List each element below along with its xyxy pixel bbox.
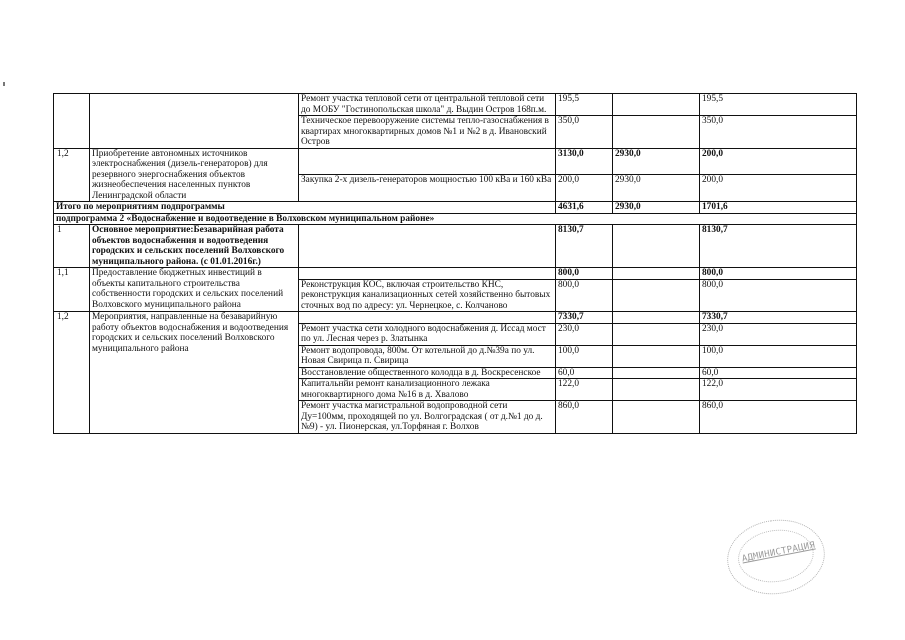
federal-cell — [613, 379, 700, 401]
row-number-cell — [54, 94, 90, 149]
total-cell: 860,0 — [556, 401, 613, 434]
total-cell: 122,0 — [556, 379, 613, 401]
activity-cell: Капитальнйи ремонт канализационного лежака многоквартирного дома №16 в д. Хвалово — [299, 379, 556, 401]
federal-cell — [613, 94, 700, 116]
measure-name-cell: Приобретение автономных источников электроснабжения (дизель-генераторов) для резервного энергоснабжения объектов жизнеобеспечения населенных пунктов Ленинградской области — [90, 148, 299, 202]
measure-name-cell — [90, 94, 299, 149]
federal-cell: 2930,0 — [613, 202, 700, 214]
total-cell: 350,0 — [556, 116, 613, 149]
local-cell: 350,0 — [700, 116, 857, 149]
table-row — [54, 94, 857, 116]
total-cell: 7330,7 — [556, 312, 613, 324]
activity-cell — [299, 312, 556, 324]
activity-cell: Закупка 2-х дизель-генераторов мощностью 100 кВа и 160 кВа — [299, 175, 556, 202]
measure-name-cell: Основное мероприятие:Безаварийная работа объектов водоснабжения и водоотведения городских и сельских поселений Волховского муниципального района. (с 01.01.2016г.) — [90, 225, 299, 268]
federal-cell — [613, 116, 700, 149]
activity-cell: Реконструкция КОС, включая строительство КНС, реконструкция канализационных сетей хозяйственно бытовых сточных вод по адресу: ул. Чернецкое, с. Колчаново — [299, 279, 556, 312]
activity-cell: Ремонт участка сети холодного водоснабжения д. Иссад мост по ул. Лесная через р. Златынка — [299, 323, 556, 345]
table-row — [54, 148, 857, 175]
federal-cell — [613, 225, 700, 268]
total-cell: 200,0 — [556, 175, 613, 202]
total-cell: 8130,7 — [556, 225, 613, 268]
local-cell: 1701,6 — [700, 202, 857, 214]
federal-cell — [613, 367, 700, 379]
subprogram-heading: подпрограмма 2 «Водоснабжение и водоотведение в Волховском муниципальном районе» — [54, 213, 857, 225]
federal-cell: 2930,0 — [613, 148, 700, 175]
activity-cell — [299, 225, 556, 268]
local-cell: 200,0 — [700, 148, 857, 175]
total-cell: 800,0 — [556, 279, 613, 312]
official-seal — [722, 514, 829, 601]
total-cell: 100,0 — [556, 345, 613, 367]
local-cell: 860,0 — [700, 401, 857, 434]
local-cell: 195,5 — [700, 94, 857, 116]
local-cell: 200,0 — [700, 175, 857, 202]
federal-cell — [613, 312, 700, 324]
local-cell: 122,0 — [700, 379, 857, 401]
subtotal-label: Итого по мероприятиям подпрограммы — [54, 202, 556, 214]
total-cell: 3130,0 — [556, 148, 613, 175]
federal-cell — [613, 279, 700, 312]
federal-cell — [613, 401, 700, 434]
total-cell: 195,5 — [556, 94, 613, 116]
federal-cell: 2930,0 — [613, 175, 700, 202]
federal-cell — [613, 268, 700, 280]
row-number-cell: 1,1 — [54, 268, 90, 312]
program-table — [53, 93, 857, 434]
activity-cell — [299, 268, 556, 280]
total-cell: 230,0 — [556, 323, 613, 345]
local-cell: 60,0 — [700, 367, 857, 379]
activity-cell: Ремонт участка тепловой сети от центральной тепловой сети до МОБУ "Гостинопольская школа" д. Выдин Остров 168п.м. — [299, 94, 556, 116]
activity-cell — [299, 148, 556, 175]
measure-name-cell: Предоставление бюджетных инвестиций в объекты капитального строительства собственности городских и сельских поселений Волховского муниципального района — [90, 268, 299, 312]
row-number-cell: 1,2 — [54, 148, 90, 202]
seal-text: АДМИНИСТРАЦИЯ — [741, 540, 817, 565]
table-row — [54, 213, 857, 225]
total-cell: 60,0 — [556, 367, 613, 379]
measure-name-cell: Мероприятия, направленные на безаварийную работу объектов водоснабжения и водоотведения городских и сельских поселений Волховского муниципального района — [90, 312, 299, 434]
federal-cell — [613, 345, 700, 367]
scan-edge-mark — [3, 82, 5, 86]
total-cell: 800,0 — [556, 268, 613, 280]
federal-cell — [613, 323, 700, 345]
table-row — [54, 312, 857, 324]
local-cell: 8130,7 — [700, 225, 857, 268]
local-cell: 230,0 — [700, 323, 857, 345]
local-cell: 100,0 — [700, 345, 857, 367]
table-row — [54, 268, 857, 280]
table-row — [54, 202, 857, 214]
activity-cell: Восстановление общественного колодца в д. Воскресенское — [299, 367, 556, 379]
activity-cell: Ремонт участка магистральной водопроводной сети Ду=100мм, проходящей по ул. Волгоградская ( от д.№1 до д. №9) - ул. Пионерская, ул.Торфяная г. Волхов — [299, 401, 556, 434]
total-cell: 4631,6 — [556, 202, 613, 214]
activity-cell: Ремонт водопровода, 800м. От котельной до д.№39а по ул. Новая Свирица п. Свирица — [299, 345, 556, 367]
local-cell: 7330,7 — [700, 312, 857, 324]
local-cell: 800,0 — [700, 268, 857, 280]
row-number-cell: 1 — [54, 225, 90, 268]
activity-cell: Техническое перевооружение системы тепло-газоснабжения в квартирах многоквартирных домов №1 и №2 в д. Ивановский Остров — [299, 116, 556, 149]
row-number-cell: 1,2 — [54, 312, 90, 434]
local-cell: 800,0 — [700, 279, 857, 312]
table-row — [54, 225, 857, 268]
